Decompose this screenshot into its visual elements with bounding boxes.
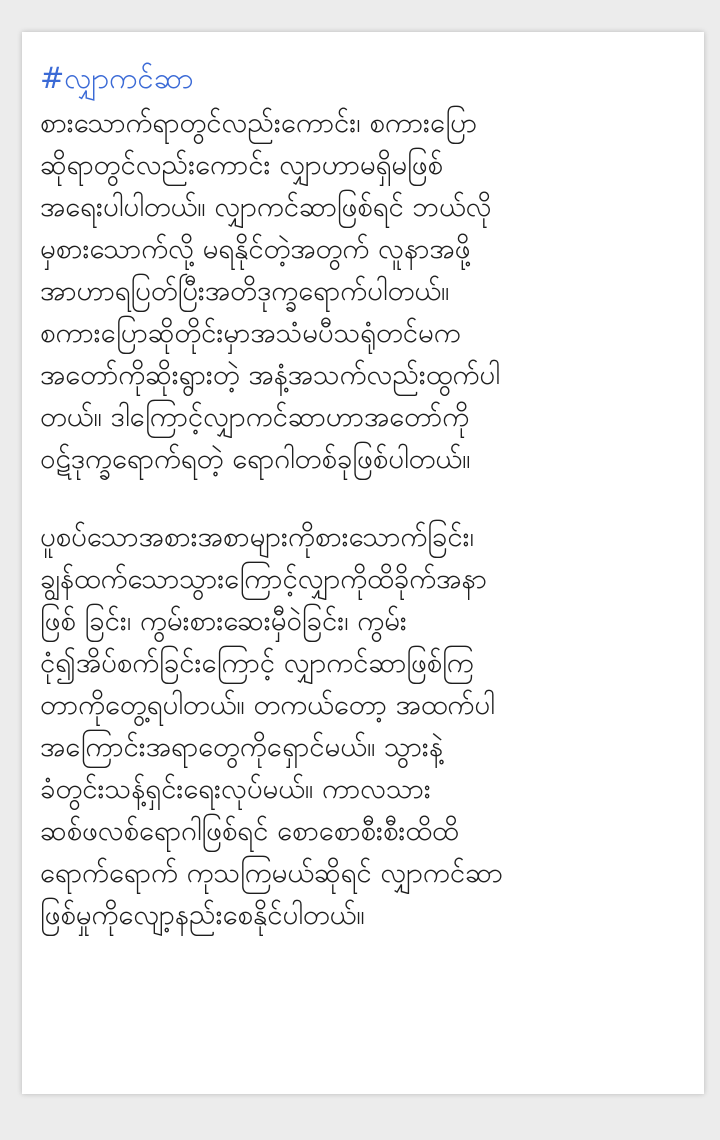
text-line: ခံတွင်းသန့်ရှင်းရေးလုပ်မယ်။ ကာလသား [40, 773, 431, 805]
hashtag-link[interactable]: #လျှာကင်ဆာ [40, 61, 194, 95]
text-line: ဖြစ်မှုကိုလျော့နည်းစေနိုင်ပါတယ်။ [40, 899, 365, 931]
text-line: ရောက်ရောက် ကုသကြမယ်ဆိုရင် လျှာကင်ဆာ [40, 857, 503, 889]
text-line: တာကိုတွေ့ရပါတယ်။ တကယ်တော့ အထက်ပါ [40, 689, 495, 721]
text-line: မှစားသောက်လို့ မရနိုင်တဲ့အတွက် လူနာအဖို့ [40, 233, 471, 265]
text-line: ဆစ်ဖလစ်ရောဂါဖြစ်ရင် စောစောစီးစီးထိထိ [40, 815, 459, 847]
post-paragraph [40, 102, 690, 480]
text-line: အာဟာရပြတ်ပြီးအတိဒုက္ခရောက်ပါတယ်။ [40, 275, 450, 307]
post-card [22, 32, 704, 1094]
text-line: စားသောက်ရာတွင်လည်းကောင်း၊ စကားပြော [40, 107, 478, 139]
text-line: အရေးပါပါတယ်။ လျှာကင်ဆာဖြစ်ရင် ဘယ်လို [40, 191, 492, 223]
text-line: စကားပြောဆိုတိုင်းမှာအသံမပီသရုံတင်မက [40, 317, 461, 349]
text-line: အတော်ကိုဆိုးရွားတဲ့ အနံ့အသက်လည်းထွက်ပါ [40, 359, 500, 391]
post-body [40, 58, 690, 936]
post-paragraph [40, 516, 690, 936]
text-line: ဆိုရာတွင်လည်းကောင်း လျှာဟာမရှိမဖြစ် [40, 149, 443, 181]
text-line: ဖြစ် ခြင်း၊ ကွမ်းစားဆေးမှီဝဲခြင်း၊ ကွမ်း [40, 605, 407, 637]
text-line: အကြောင်းအရာတွေကိုရှောင်မယ်။ သွားနဲ့ [40, 731, 444, 763]
text-line: တယ်။ ဒါကြောင့်လျှာကင်ဆာဟာအတော်ကို [40, 401, 470, 433]
text-line: ပူစပ်သောအစားအစာများကိုစားသောက်ခြင်း၊ [40, 521, 474, 553]
post-text [40, 102, 690, 936]
text-line: ချွန်ထက်သောသွားကြောင့်လျှာကိုထိခိုက်အနာ [40, 563, 487, 595]
text-line: ဝဋ်ဒုက္ခရောက်ရတဲ့ ရောဂါတစ်ခုဖြစ်ပါတယ်။ [40, 443, 471, 475]
text-line: ငုံ၍အိပ်စက်ခြင်းကြောင့် လျှာကင်ဆာဖြစ်ကြ [40, 647, 474, 679]
